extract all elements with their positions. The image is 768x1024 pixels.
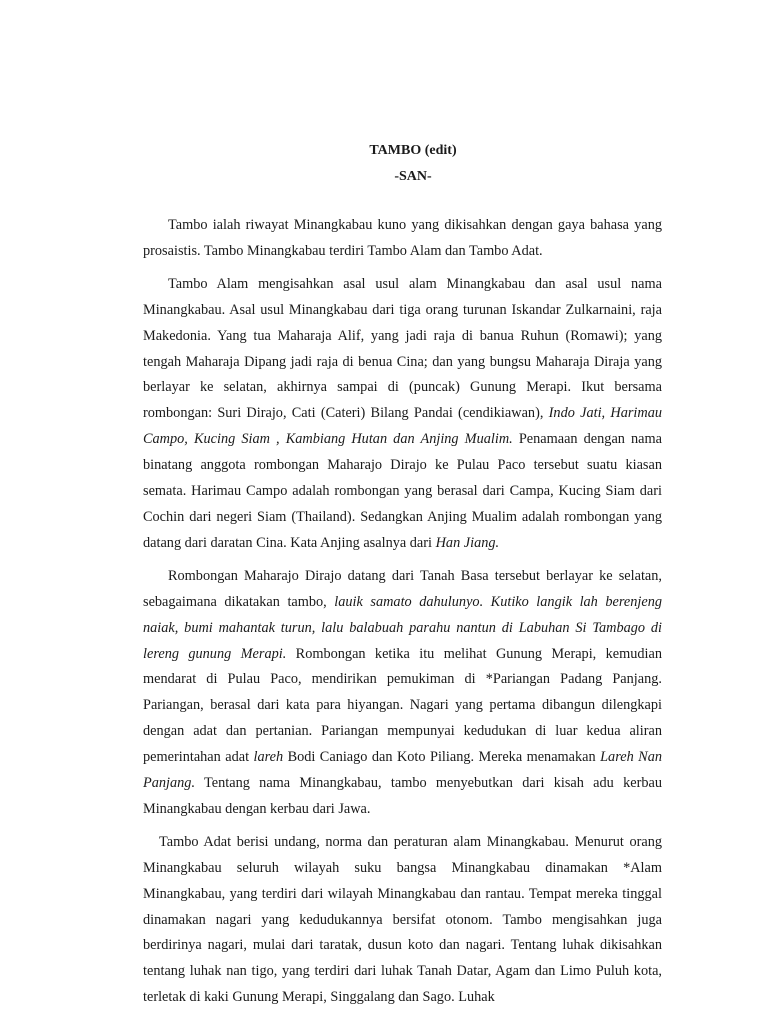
paragraph-text: Tambo Alam mengisahkan asal usul alam Minangkabau dan asal usul nama Minangkabau. Asal usul Minangkabau dari tiga orang turunan Iskandar Zulkarnaini, raja Makedonia. Yang tua Maharaja Alif, yang jadi raja di banua Ruhun (Romawi); yang tengah Maharaja Dipang jadi raja di benua Cina; dan yang bungsu Maharaja Diraja yang berlayar ke selatan, akhirnya sampai di (puncak) Gunung Merapi. Ikut bersama rombongan: Suri Dirajo, Cati (Cateri) Bilang Pandai (cendikiawan),: [143, 275, 662, 422]
paragraph-text: Tentang nama Minangkabau, tambo menyebutkan dari kisah adu kerbau Minangkabau dengan kerbau dari Jawa.: [143, 775, 662, 817]
paragraph: [143, 564, 662, 823]
paragraph-text: Penamaan dengan nama binatang anggota rombongan Maharajo Dirajo ke Pulau Paco tersebut suatu kiasan semata. Harimau Campo adalah rombongan yang berasal dari Campa, Kucing Siam dari Cochin dari negeri Siam (Thailand). Sedangkan Anjing Mualim adalah rombongan yang datang dari daratan Cina. Kata Anjing asalnya dari: [143, 431, 662, 551]
document-title: TAMBO (edit): [369, 143, 457, 158]
italic-text: Indo Jati, Harimau Campo, Kucing Siam , Kambiang Hutan dan Anjing Mualim.: [143, 405, 662, 448]
paragraph: [143, 830, 662, 1011]
paragraph-text: Rombongan ketika itu melihat Gunung Merapi, kemudian mendarat di Pulau Paco, mendirikan pemukiman di *Pariangan Padang Panjang. Pariangan, berasal dari kata para hiyangan. Nagari yang pertama dibangun dilengkapi dengan adat dan pertanian. Pariangan mempunyai kedudukan di luar kedua aliran pemerintahan adat: [143, 645, 662, 766]
italic-text: Han Jiang.: [435, 534, 500, 551]
paragraph-text: Tambo Adat berisi undang, norma dan peraturan alam Minangkabau. Menurut orang Minangkabau seluruh wilayah suku bangsa Minangkabau dinamakan *Alam Minangkabau, yang terdiri dari wilayah Minangkabau dan rantau. Tempat mereka tinggal dinamakan nagari yang kedudukannya bersifat otonom. Tambo mengisahkan juga berdirinya nagari, mulai dari taratak, dusun koto dan nagari. Tentang luhak dikisahkan tentang luhak nan tigo, yang terdiri dari luhak Tanah Datar, Agam dan Limo Puluh kota, terletak di kaki Gunung Merapi, Singgalang dan Sago. Luhak: [143, 833, 662, 1006]
paragraph: [143, 213, 662, 265]
document-author: -SAN-: [394, 169, 432, 184]
italic-text: Lareh Nan Panjang.: [143, 749, 663, 792]
paragraph: [143, 272, 662, 557]
paragraph-text: Rombongan Maharajo Dirajo datang dari Tanah Basa tersebut berlayar ke selatan, sebagaimana dikatakan tambo,: [143, 567, 662, 610]
document-body: [143, 213, 662, 1018]
paragraph-text: Tambo ialah riwayat Minangkabau kuno yang dikisahkan dengan gaya bahasa yang prosaistis. Tambo Minangkabau terdiri Tambo Alam dan Tambo Adat.: [143, 217, 662, 259]
italic-text: lauik samato dahulunyo. Kutiko langik lah berenjeng naiak, bumi mahantak turun, lalu balabuah parahu nantun di Labuhan Si Tambago di lereng gunung Merapi.: [143, 593, 662, 662]
italic-text: lareh: [253, 749, 284, 766]
paragraph-text: Bodi Caniago dan Koto Piliang. Mereka menamakan: [283, 749, 601, 766]
